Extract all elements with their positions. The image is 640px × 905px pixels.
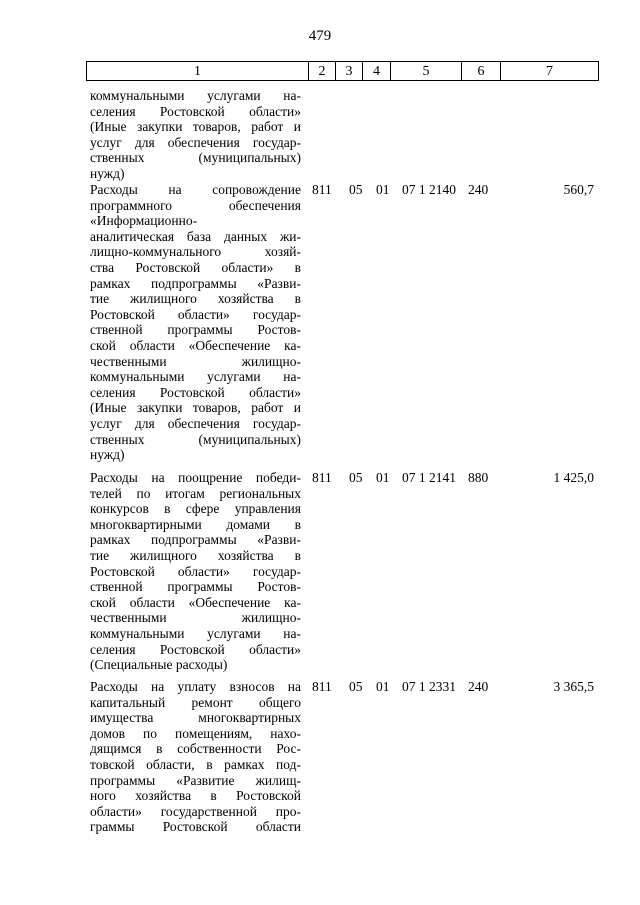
text-line: коммунальными услугами на- <box>90 369 301 385</box>
cell-col-7: 560,7 <box>563 182 594 197</box>
text-line: «Информационно- <box>90 213 198 229</box>
text-line: (Специальные расходы) <box>90 657 228 673</box>
cell-col-7: 1 425,0 <box>553 470 594 485</box>
text-line: тие жилищного хозяйства в <box>90 291 301 307</box>
text-line: товской области, в рамках под- <box>90 756 301 772</box>
header-col-4: 4 <box>373 64 380 79</box>
text-line: селения Ростовской области» <box>90 641 301 657</box>
text-line: капитальный ремонт общего <box>90 694 301 710</box>
text-line: нужд) <box>90 447 125 463</box>
text-line: (Иные закупки товаров, работ и <box>90 119 301 135</box>
text-line: граммы Ростовской области <box>90 819 301 835</box>
text-line: лищно-коммунального хозяй- <box>90 244 301 260</box>
row-description <box>90 182 301 463</box>
text-line: коммунальными услугами на- <box>90 88 301 103</box>
text-line: селения Ростовской области» <box>90 103 301 119</box>
text-line: ства Ростовской области» в <box>90 259 301 275</box>
cell-col-7: 3 365,5 <box>553 679 594 694</box>
text-line: домов по помещениям, нахо- <box>90 725 301 741</box>
text-line: рамках подпрограммы «Разви- <box>90 275 301 291</box>
cell-col-2: 811 <box>312 679 332 694</box>
text-line: телей по итогам региональных <box>90 485 301 501</box>
header-col-2: 2 <box>318 64 326 79</box>
text-line: ственных (муниципальных) <box>90 150 301 166</box>
cell-col-2: 811 <box>312 470 332 485</box>
cell-col-4: 01 <box>376 679 390 694</box>
text-line: нужд) <box>90 165 125 181</box>
cell-col-3: 05 <box>349 182 363 197</box>
cell-col-2: 811 <box>312 182 332 197</box>
text-line: ственной программы Ростов- <box>90 579 301 595</box>
cell-col-5: 07 1 2331 <box>402 679 456 694</box>
text-line: ного хозяйства в Ростовской <box>90 788 301 804</box>
text-line: чественными жилищно- <box>90 353 301 369</box>
text-line: услуг для обеспечения государ- <box>90 134 301 150</box>
cell-col-6: 880 <box>468 470 489 485</box>
cell-col-3: 05 <box>349 679 363 694</box>
cell-col-5: 07 1 2140 <box>402 182 456 197</box>
text-line: Ростовской области» государ- <box>90 306 301 322</box>
page-number: 479 <box>308 28 332 44</box>
text-line: Расходы на уплату взносов на <box>90 679 301 694</box>
text-line: программы «Развитие жилищ- <box>90 772 301 788</box>
cell-col-6: 240 <box>468 182 489 197</box>
text-line: тие жилищного хозяйства в <box>90 547 301 563</box>
cell-col-6: 240 <box>468 679 489 694</box>
text-line: ственных (муниципальных) <box>90 431 301 447</box>
cell-col-5: 07 1 2141 <box>402 470 456 485</box>
cell-col-4: 01 <box>376 470 390 485</box>
row-description <box>90 88 301 182</box>
row-description <box>90 679 301 835</box>
text-line: ственной программы Ростов- <box>90 322 301 338</box>
text-line: аналитическая база данных жи- <box>90 228 301 244</box>
text-line: селения Ростовской области» <box>90 384 301 400</box>
text-line: ской области «Обеспечение ка- <box>90 337 301 353</box>
table-header <box>86 61 599 81</box>
text-line: многоквартирными домами в <box>90 516 301 532</box>
row-description <box>90 470 301 673</box>
text-line: дящимся в собственности Рос- <box>90 741 301 757</box>
text-line: ской области «Обеспечение ка- <box>90 594 301 610</box>
header-col-6: 6 <box>477 64 485 79</box>
text-line: Расходы на поощрение победи- <box>90 470 301 485</box>
text-line: (Иные закупки товаров, работ и <box>90 400 301 416</box>
header-col-3: 3 <box>345 64 353 79</box>
text-line: конкурсов в сфере управления <box>90 501 301 517</box>
cell-col-4: 01 <box>376 182 390 197</box>
text-line: Расходы на сопровождение <box>90 182 301 197</box>
text-line: программного обеспечения <box>90 197 301 213</box>
text-line: имущества многоквартирных <box>90 710 301 726</box>
text-line: рамках подпрограммы «Разви- <box>90 532 301 548</box>
text-line: области» государственной про- <box>90 803 301 819</box>
text-line: услуг для обеспечения государ- <box>90 415 301 431</box>
text-line: Ростовской области» государ- <box>90 563 301 579</box>
text-line: коммунальными услугами на- <box>90 625 301 641</box>
header-col-5: 5 <box>422 64 430 79</box>
header-col-7: 7 <box>546 64 553 79</box>
text-line: чественными жилищно- <box>90 610 301 626</box>
cell-col-3: 05 <box>349 470 363 485</box>
header-col-1: 1 <box>194 64 201 79</box>
